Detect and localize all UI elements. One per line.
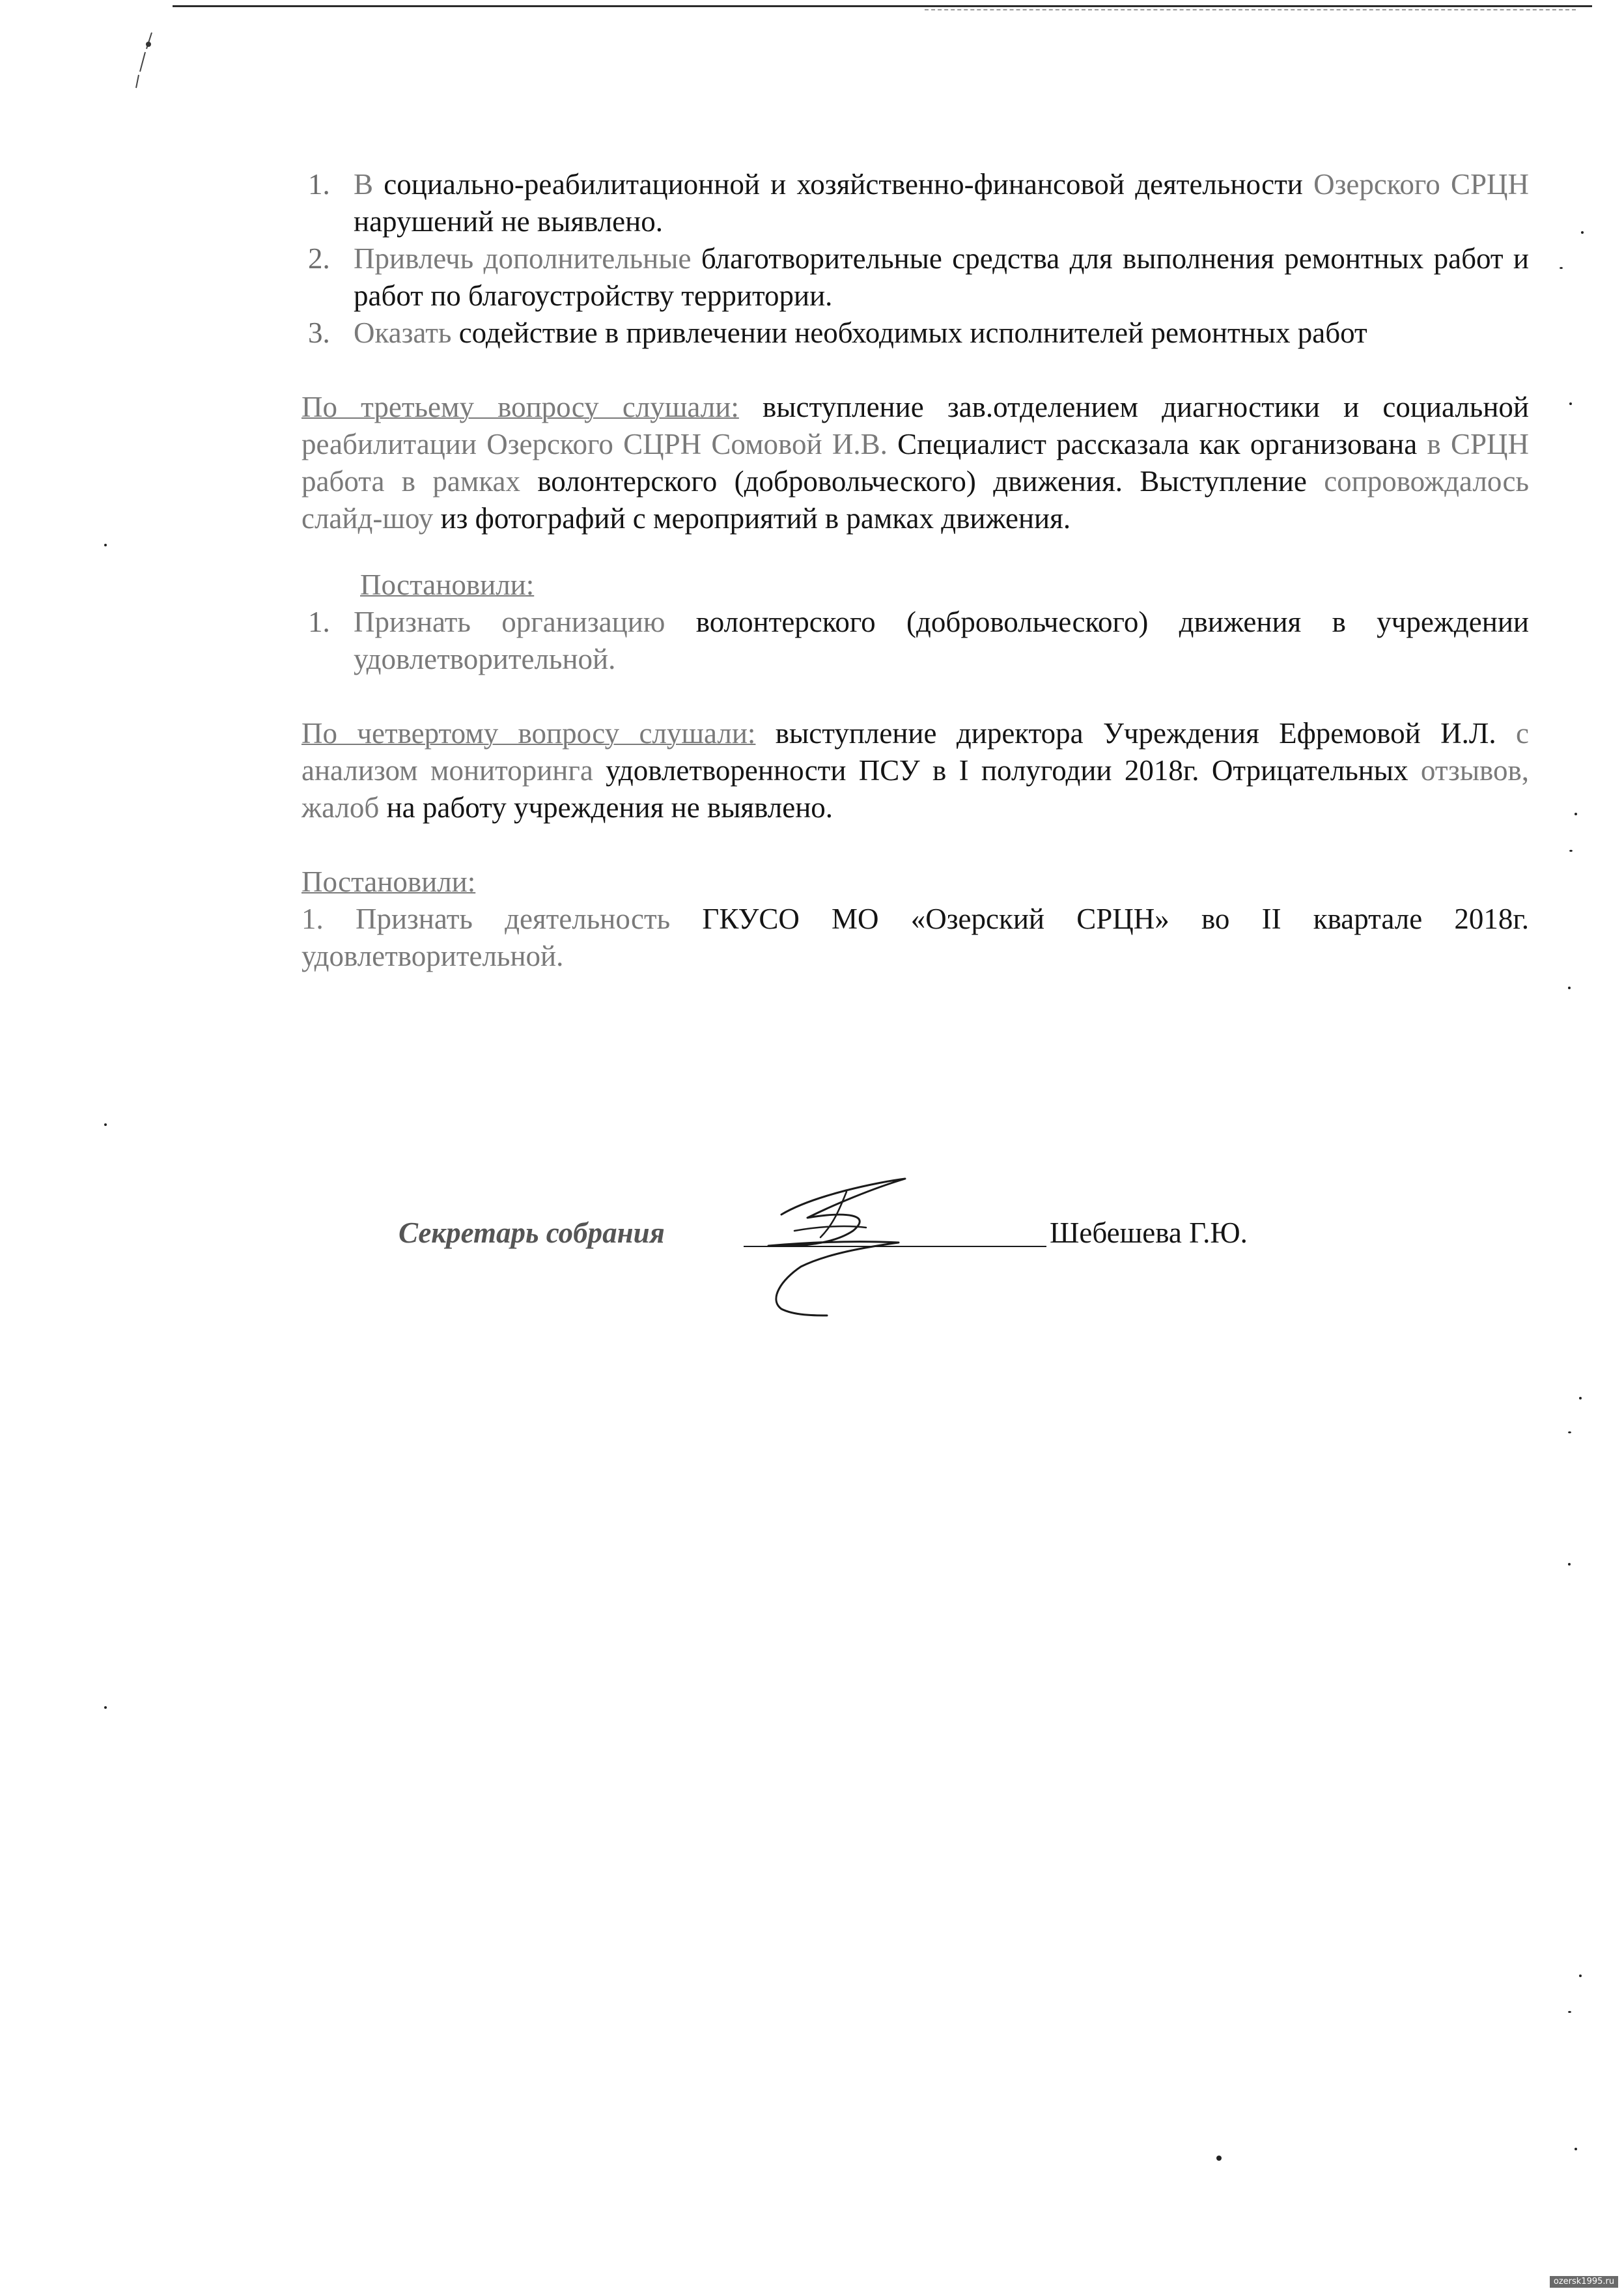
section-3-decision-heading xyxy=(301,567,1529,604)
decision-heading: Постановили: xyxy=(301,865,476,898)
decision-heading: Постановили: xyxy=(360,569,535,601)
document-body xyxy=(301,166,1529,975)
scan-speck xyxy=(1569,402,1572,405)
scan-speck xyxy=(104,1706,107,1709)
list-item xyxy=(301,166,1529,240)
section-3-paragraph xyxy=(301,389,1529,537)
scan-speck xyxy=(1568,1563,1571,1566)
paragraph-text: отзывов, жалоб xyxy=(301,754,1529,824)
list-item xyxy=(301,240,1529,315)
paragraph-text: удовлетворенности ПСУ в I полугодии 2018г. Отрицательных xyxy=(593,754,1421,787)
signature-label: Секретарь собрания xyxy=(399,1216,665,1249)
scan-speck xyxy=(104,1123,107,1126)
list-item-text: социально-реабилитационной и хозяйственно-финансовой деятельности xyxy=(373,168,1314,201)
scan-speck xyxy=(1581,231,1584,234)
paragraph-text: с анализом мониторинга xyxy=(301,717,1529,787)
paragraph-text: на работу учреждения не выявлено. xyxy=(379,791,833,824)
list-number: 2. xyxy=(308,242,330,275)
list-number: 1. xyxy=(308,168,330,201)
list-item xyxy=(301,315,1529,352)
list-number: 3. xyxy=(308,316,330,349)
list-number: 1. xyxy=(308,606,330,638)
corner-pen-mark xyxy=(133,26,160,91)
scan-speck xyxy=(1560,267,1563,269)
scan-speck xyxy=(1569,850,1573,852)
list-item-text: Оказать xyxy=(354,316,452,349)
scan-speck xyxy=(1579,1397,1582,1399)
scan-top-border xyxy=(173,5,1592,7)
decision-text: волонтерского (добровольческого) движения в учреждении xyxy=(665,606,1529,638)
paragraph-text: из фотографий с мероприятий в рамках движения. xyxy=(433,502,1071,535)
list-item-text: содействие в привлечении необходимых исполнителей ремонтных работ xyxy=(451,316,1367,349)
footer-watermark-stamp: ozersk1995.ru xyxy=(1550,2276,1618,2288)
section-4-heading: По четвертому вопросу слушали: xyxy=(301,717,756,750)
scan-speck xyxy=(1216,2156,1222,2161)
paragraph-text: Специалист рассказала как организована xyxy=(887,428,1427,460)
section-4-paragraph xyxy=(301,715,1529,826)
paragraph-text: волонтерского (добровольческого) движения. Выступление xyxy=(520,465,1324,498)
handwritten-signature xyxy=(742,1169,944,1332)
list-item-text: благотворительные средства для выполнения ремонтных работ и работ по благоустройству территории. xyxy=(354,242,1530,312)
paragraph-text: сопровождалось слайд-шоу xyxy=(301,465,1529,535)
list-item-text: нарушений не выявлено. xyxy=(354,205,663,238)
decision-text: ГКУСО МО «Озерский СРЦН» во II квартале 2018г. xyxy=(670,903,1529,935)
signatory-name: Шебешева Г.Ю. xyxy=(1050,1216,1248,1249)
final-decision-text xyxy=(301,901,1529,975)
scan-speck xyxy=(1568,2011,1571,2013)
scan-speck xyxy=(1579,1975,1582,1977)
paragraph-text: реабилитации Озерского СЦРН Сомовой И.В. xyxy=(301,428,888,460)
list-item-text: В xyxy=(354,168,374,201)
decision-text: Признать организацию xyxy=(354,606,665,638)
paragraph-text: выступление зав.отделением диагностики и социальной xyxy=(738,391,1529,423)
final-decision-heading xyxy=(301,864,1529,901)
list-item-text: Озерского СРЦН xyxy=(1313,168,1529,201)
paragraph-text: в СРЦН работа в рамках xyxy=(301,428,1529,498)
paragraph-text: выступление директора Учреждения Ефремовой И.Л. xyxy=(755,717,1516,750)
scan-speck xyxy=(1568,1431,1571,1433)
decision-text: 1. Признать деятельность xyxy=(301,903,671,935)
section-3-heading: По третьему вопросу слушали: xyxy=(301,391,739,423)
scan-speck xyxy=(104,544,107,546)
scan-speck xyxy=(1575,813,1577,815)
decision-text: удовлетворительной. xyxy=(354,643,616,675)
resolution-list xyxy=(301,166,1529,352)
section-3-decision-item xyxy=(301,604,1529,678)
scan-speck xyxy=(1575,2148,1577,2150)
list-item-text: Привлечь дополнительные xyxy=(354,242,692,275)
decision-text: удовлетворительной. xyxy=(301,940,564,972)
scan-speck xyxy=(1568,987,1571,989)
scan-top-border-faint xyxy=(925,9,1576,12)
